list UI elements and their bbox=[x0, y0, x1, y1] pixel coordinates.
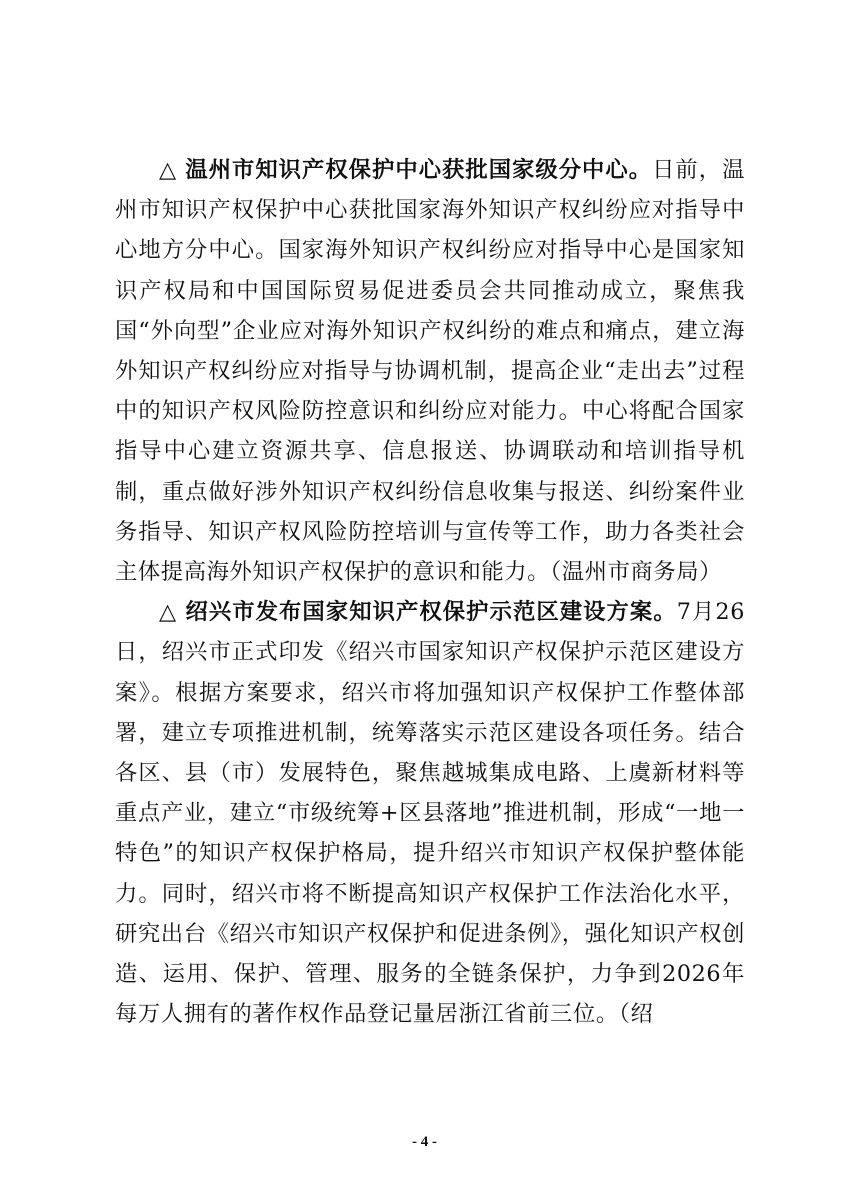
page-number: - 4 - bbox=[412, 1134, 437, 1150]
news-item-2 bbox=[115, 592, 745, 1034]
news-item-1 bbox=[115, 150, 745, 592]
triangle-marker-icon: △ bbox=[159, 157, 178, 183]
news-body: 7月26日，绍兴市正式印发《绍兴市国家知识产权保护示范区建设方案》。根据方案要求，绍兴市将加强知识产权保护工作整体部署，建立专项推进机制，统筹落实示范区建设各项任务。结合各区、县（市）发展特色，聚焦越城集成电路、上虞新材料等重点产业，建立“市级统筹+区县落地”推进机制，形成“一地一特色”的知识产权保护格局，提升绍兴市知识产权保护整体能力。同时，绍兴市将不断提高知识产权保护工作法治化水平，研究出台《绍兴市知识产权保护和促进条例》，强化知识产权创造、运用、保护、管理、服务的全链条保护，力争到2026年每万人拥有的著作权作品登记量居浙江省前三位。（绍 bbox=[115, 599, 745, 1028]
triangle-marker-icon: △ bbox=[159, 599, 178, 626]
news-headline: 绍兴市发布国家知识产权保护示范区建设方案。 bbox=[185, 599, 677, 626]
news-body: 日前，温州市知识产权保护中心获批国家海外知识产权纠纷应对指导中心地方分中心。国家海外知识产权纠纷应对指导中心是国家知识产权局和中国国际贸易促进委员会共同推动成立，聚焦我国“外向型”企业应对海外知识产权纠纷的难点和痛点，建立海外知识产权纠纷应对指导与协调机制，提高企业“走出去”过程中的知识产权风险防控意识和纠纷应对能力。中心将配合国家指导中心建立资源共享、信息报送、协调联动和培训指导机制，重点做好涉外知识产权纠纷信息收集与报送、纠纷案件业务指导、知识产权风险防控培训与宣传等工作，助力各类社会主体提高海外知识产权保护的意识和能力。（温州市商务局） bbox=[115, 157, 745, 586]
news-headline: 温州市知识产权保护中心获批国家级分中心。 bbox=[185, 157, 653, 183]
document-body bbox=[115, 150, 745, 1034]
